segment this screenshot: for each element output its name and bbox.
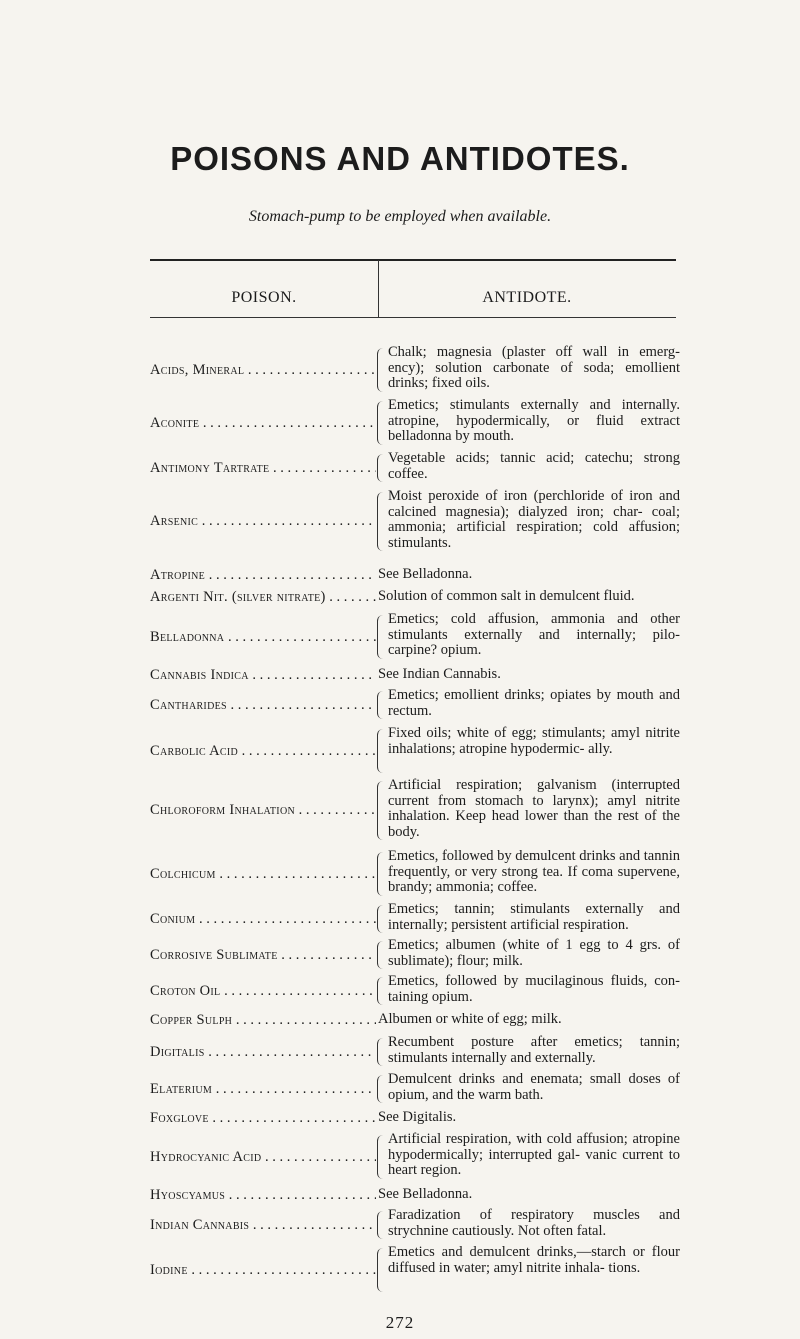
- poison-name: Elaterium . . .: [150, 1081, 376, 1097]
- brace: [377, 1038, 386, 1066]
- antidote-text: See Digitalis.: [378, 1109, 457, 1125]
- page-subtitle: Stomach-pump to be employed when available.: [248, 208, 552, 225]
- antidote-text: Emetics; stimulants externally and internally. atropine, hypodermically, or fluid extract belladonna by mouth.: [388, 397, 680, 445]
- poison-name: Corrosive Sublimate . . .: [150, 947, 376, 963]
- antidote-text: Fixed oils; white of egg; stimulants; amyl nitrite inhalations; atropine hypodermic- ally.: [388, 725, 680, 757]
- brace: [377, 941, 386, 969]
- poison-name: Hydrocyanic Acid . . .: [150, 1149, 376, 1165]
- poison-name: Belladonna . . .: [150, 629, 376, 645]
- antidote-text: Moist peroxide of iron (perchloride of iron and calcined magnesia); dialyzed iron; char- coal; ammonia; artificial respiration; cold affusion; stimulants.: [388, 488, 680, 551]
- page-title: POISONS AND ANTIDOTES.: [170, 140, 630, 177]
- antidote-text: Emetics; emollient drinks; opiates by mouth and rectum.: [388, 687, 680, 719]
- antidote-text: See Indian Cannabis.: [378, 666, 501, 682]
- brace: [377, 691, 386, 719]
- poison-name: Cantharides . . .: [150, 697, 376, 713]
- poison-name: Argenti Nit. (silver nitrate) . . .: [150, 589, 376, 605]
- brace: [377, 401, 386, 445]
- brace: [377, 615, 386, 659]
- antidote-text: Solution of common salt in demulcent fluid.: [378, 588, 635, 604]
- antidote-text: Demulcent drinks and enemata; small doses of opium, and the warm bath.: [388, 1071, 680, 1103]
- brace: [377, 1075, 386, 1103]
- antidote-text: Recumbent posture after emetics; tannin; stimulants internally and externally.: [388, 1034, 680, 1066]
- brace: [377, 977, 386, 1005]
- antidote-text: Emetics and demulcent drinks,—starch or flour diffused in water; amyl nitrite inhala- tions.: [388, 1244, 680, 1276]
- antidote-text: Artificial respiration; galvanism (interrupted current from stomach to larynx); amyl nitrite inhalation. Keep head lower than the rest of the body.: [388, 777, 680, 840]
- poison-name: Carbolic Acid . . .: [150, 743, 376, 759]
- antidote-text: Vegetable acids; tannic acid; catechu; strong coffee.: [388, 450, 680, 482]
- antidote-text: Emetics, followed by demulcent drinks and tannin frequently, or very strong tea. If coma supervene, brandy; ammonia; coffee.: [388, 848, 680, 896]
- poison-name: Hyoscyamus . . .: [150, 1187, 376, 1203]
- brace: [377, 905, 386, 933]
- brace: [377, 781, 386, 840]
- antidote-text: Faradization of respiratory muscles and strychnine cautiously. Not often fatal.: [388, 1207, 680, 1239]
- antidote-text: Emetics, followed by mucilaginous fluids, con- taining opium.: [388, 973, 680, 1005]
- poison-name: Iodine . . .: [150, 1262, 376, 1278]
- brace: [377, 348, 386, 392]
- brace: [377, 492, 386, 551]
- poison-name: Colchicum . . .: [150, 866, 376, 882]
- antidote-text: Emetics; cold affusion, ammonia and other stimulants externally and internally; pilo- carpine? opium.: [388, 611, 680, 659]
- poison-name: Digitalis . . .: [150, 1044, 376, 1060]
- poison-name: Copper Sulph . . .: [150, 1012, 376, 1028]
- page-number: 272: [385, 1313, 415, 1332]
- brace: [377, 852, 386, 896]
- poison-name: Aconite . . .: [150, 415, 376, 431]
- poison-name: Chloroform Inhalation . . .: [150, 802, 376, 818]
- antidote-text: See Belladonna.: [378, 1186, 473, 1202]
- poison-name: Cannabis Indica . . .: [150, 667, 376, 683]
- brace: [377, 1211, 386, 1239]
- brace: [377, 1248, 386, 1292]
- poison-name: Conium . . .: [150, 911, 376, 927]
- antidote-text: Artificial respiration, with cold affusion; atropine hypodermically; interrupted gal- vanic current to heart region.: [388, 1131, 680, 1179]
- poison-name: Croton Oil . . .: [150, 983, 376, 999]
- antidote-text: See Belladonna.: [378, 566, 473, 582]
- poison-name: Indian Cannabis . . .: [150, 1217, 376, 1233]
- column-header-poison: POISON.: [231, 289, 297, 306]
- brace: [377, 1135, 386, 1179]
- brace: [377, 729, 386, 773]
- poison-name: Arsenic . . .: [150, 513, 376, 529]
- poison-name: Acids, Mineral . . .: [150, 362, 376, 378]
- antidote-text: Emetics; albumen (white of 1 egg to 4 grs. of sublimate); flour; milk.: [388, 937, 680, 969]
- poison-name: Antimony Tartrate . . .: [150, 460, 376, 476]
- antidote-text: Chalk; magnesia (plaster off wall in emerg- ency); solution carbonate of soda; emollient drinks; fixed oils.: [388, 344, 680, 392]
- antidote-text: Emetics; tannin; stimulants externally and internally; persistent artificial respiration.: [388, 901, 680, 933]
- antidote-text: Albumen or white of egg; milk.: [378, 1011, 562, 1027]
- poison-name: Atropine . . .: [150, 567, 376, 583]
- brace: [377, 454, 386, 482]
- column-header-antidote: ANTIDOTE.: [482, 289, 572, 306]
- poison-name: Foxglove . . .: [150, 1110, 376, 1126]
